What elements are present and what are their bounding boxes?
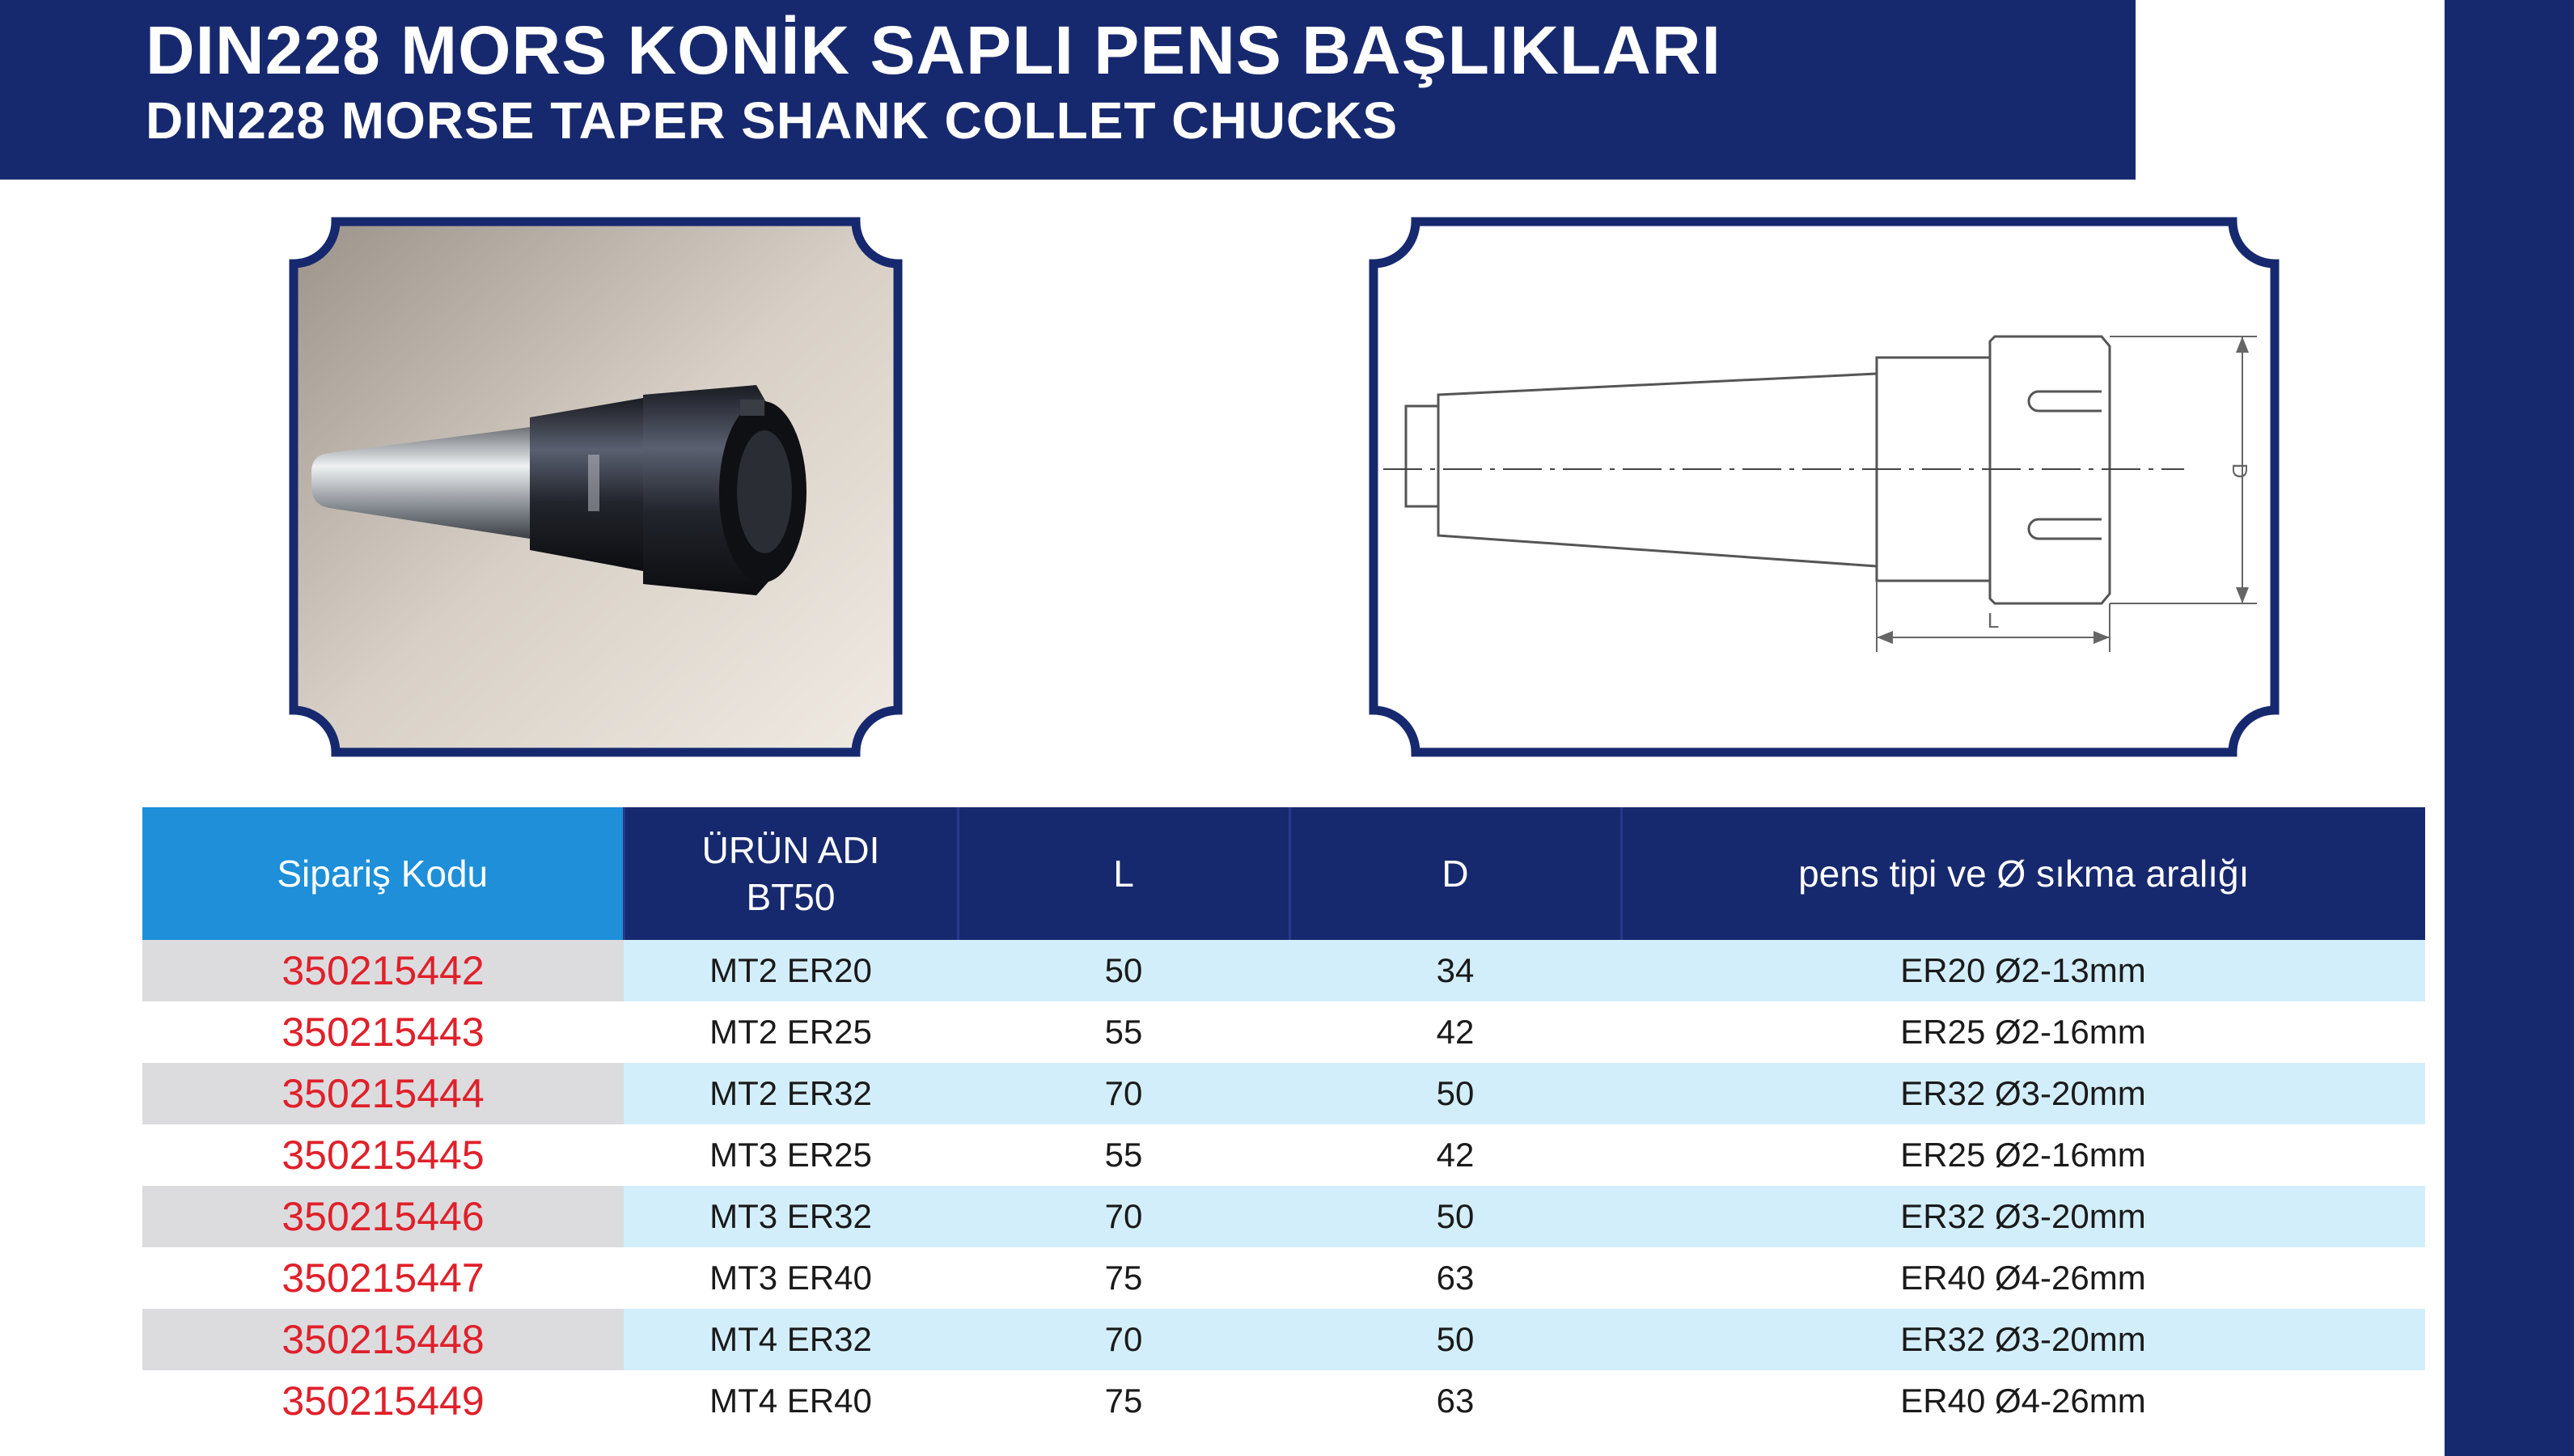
length-cell: 55: [958, 1001, 1289, 1063]
header-length: L: [958, 807, 1289, 940]
product-name-cell: MT4 ER32: [624, 1309, 958, 1370]
page-title-turkish: DIN228 MORS KONİK SAPLI PENS BAŞLIKLARI: [146, 12, 1721, 88]
length-cell: 55: [958, 1124, 1289, 1186]
dimension-d-label: D: [2228, 463, 2252, 479]
table-row: [142, 1247, 2425, 1309]
header-collet-range: pens tipi ve Ø sıkma aralığı: [1621, 807, 2425, 940]
product-name-cell: MT4 ER40: [624, 1370, 958, 1432]
diameter-cell: 63: [1289, 1247, 1621, 1309]
table-row: [142, 1370, 2425, 1432]
diameter-cell: 63: [1289, 1370, 1621, 1432]
product-name-cell: MT3 ER25: [624, 1124, 958, 1186]
diameter-cell: 50: [1289, 1309, 1621, 1370]
table-row: [142, 1063, 2425, 1124]
technical-drawing-frame: [1367, 215, 2281, 759]
header-product-name: [624, 807, 958, 940]
product-photo-frame: [287, 215, 904, 759]
length-cell: 70: [958, 1063, 1289, 1124]
order-code-cell: 350215445: [142, 1124, 624, 1186]
length-cell: 50: [958, 940, 1289, 1001]
order-code-cell: 350215443: [142, 1001, 624, 1063]
diameter-cell: 42: [1289, 1124, 1621, 1186]
dimension-l-label: L: [1987, 608, 2000, 633]
collet-range-cell: ER40 Ø4-26mm: [1621, 1370, 2425, 1432]
header-diameter: D: [1289, 807, 1621, 940]
collet-range-cell: ER32 Ø3-20mm: [1621, 1063, 2425, 1124]
order-code-cell: 350215446: [142, 1186, 624, 1247]
table-row: [142, 1124, 2425, 1186]
length-cell: 70: [958, 1309, 1289, 1370]
length-cell: 75: [958, 1247, 1289, 1309]
table-row: [142, 1309, 2425, 1370]
product-name-cell: MT2 ER20: [624, 940, 958, 1001]
product-name-cell: MT3 ER32: [624, 1186, 958, 1247]
product-name-cell: MT2 ER32: [624, 1063, 958, 1124]
table-row: [142, 1001, 2425, 1063]
header-product-name-line1: ÜRÜN ADI: [701, 829, 880, 871]
collet-range-cell: ER25 Ø2-16mm: [1621, 1001, 2425, 1063]
right-side-bar: [2445, 0, 2574, 1456]
diameter-cell: 50: [1289, 1063, 1621, 1124]
product-name-cell: MT3 ER40: [624, 1247, 958, 1309]
order-code-cell: 350215444: [142, 1063, 624, 1124]
product-photo: [287, 215, 904, 759]
product-name-cell: MT2 ER25: [624, 1001, 958, 1063]
order-code-cell: 350215448: [142, 1309, 624, 1370]
header-order-code: Sipariş Kodu: [142, 807, 624, 940]
diameter-cell: 50: [1289, 1186, 1621, 1247]
collet-range-cell: ER32 Ø3-20mm: [1621, 1186, 2425, 1247]
diameter-cell: 42: [1289, 1001, 1621, 1063]
header-product-name-line2: BT50: [746, 876, 836, 918]
length-cell: 70: [958, 1186, 1289, 1247]
table-row: [142, 1186, 2425, 1247]
order-code-cell: 350215447: [142, 1247, 624, 1309]
page-title-english: DIN228 MORSE TAPER SHANK COLLET CHUCKS: [146, 91, 1399, 150]
collet-range-cell: ER20 Ø2-13mm: [1621, 940, 2425, 1001]
title-banner: [0, 0, 2136, 180]
table-row: [142, 940, 2425, 1001]
diameter-cell: 34: [1289, 940, 1621, 1001]
collet-range-cell: ER40 Ø4-26mm: [1621, 1247, 2425, 1309]
collet-range-cell: ER25 Ø2-16mm: [1621, 1124, 2425, 1186]
specification-table: [142, 807, 2425, 1432]
length-cell: 75: [958, 1370, 1289, 1432]
order-code-cell: 350215442: [142, 940, 624, 1001]
technical-drawing: [1367, 215, 2281, 759]
order-code-cell: 350215449: [142, 1370, 624, 1432]
table-header-row: [142, 807, 2425, 940]
collet-range-cell: ER32 Ø3-20mm: [1621, 1309, 2425, 1370]
